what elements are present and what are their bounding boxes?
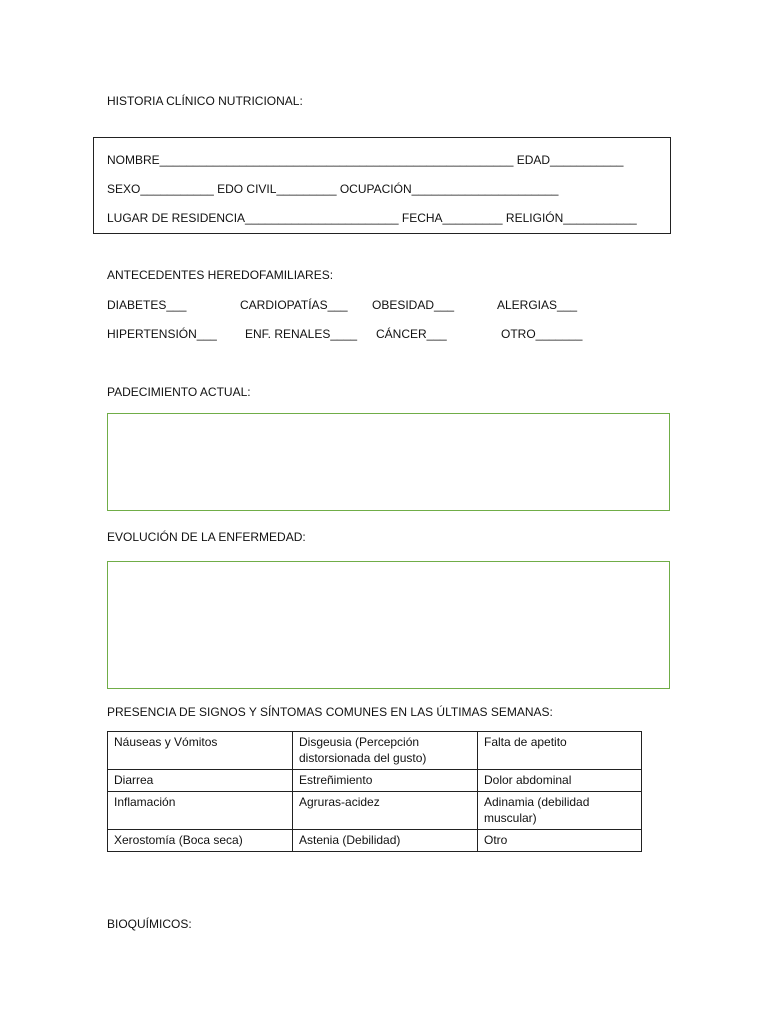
- padecimiento-heading: PADECIMIENTO ACTUAL:: [107, 385, 251, 399]
- form-title: HISTORIA CLÍNICO NUTRICIONAL:: [107, 94, 303, 108]
- signos-cell[interactable]: Estreñimiento: [293, 770, 478, 792]
- signos-cell[interactable]: Falta de apetito: [478, 732, 642, 770]
- signos-cell[interactable]: Astenia (Debilidad): [293, 830, 478, 852]
- antecedente-otro[interactable]: OTRO_______: [501, 327, 583, 341]
- signos-cell[interactable]: Xerostomía (Boca seca): [108, 830, 293, 852]
- evolucion-text-area[interactable]: [107, 561, 670, 689]
- signos-cell[interactable]: Náuseas y Vómitos: [108, 732, 293, 770]
- table-row: [108, 770, 642, 792]
- signos-cell[interactable]: Adinamia (debilidad muscular): [478, 792, 642, 830]
- signos-heading: PRESENCIA DE SIGNOS Y SÍNTOMAS COMUNES EN LAS ÚLTIMAS SEMANAS:: [107, 705, 553, 719]
- evolucion-heading: EVOLUCIÓN DE LA ENFERMEDAD:: [107, 530, 306, 544]
- antecedentes-heading: ANTECEDENTES HEREDOFAMILIARES:: [107, 268, 334, 282]
- antecedente-alergias[interactable]: ALERGIAS___: [497, 298, 578, 312]
- signos-cell[interactable]: Dolor abdominal: [478, 770, 642, 792]
- signos-cell[interactable]: Otro: [478, 830, 642, 852]
- bioquimicos-heading: BIOQUÍMICOS:: [107, 917, 192, 931]
- identification-box: [93, 137, 671, 234]
- identification-line-sex-civil-occupation[interactable]: SEXO___________ EDO CIVIL_________ OCUPACIÓN______________________: [107, 182, 559, 196]
- antecedente-enf-renales[interactable]: ENF. RENALES____: [245, 327, 358, 341]
- identification-line-name-age[interactable]: NOMBRE_____________________________________________________ EDAD___________: [107, 153, 624, 167]
- signos-cell[interactable]: Inflamación: [108, 792, 293, 830]
- antecedente-cardiopatias[interactable]: CARDIOPATÍAS___: [240, 298, 348, 312]
- signos-cell[interactable]: Agruras-acidez: [293, 792, 478, 830]
- table-row: [108, 732, 642, 770]
- antecedente-diabetes[interactable]: DIABETES___: [107, 298, 187, 312]
- signos-cell[interactable]: Disgeusia (Percepción distorsionada del gusto): [293, 732, 478, 770]
- padecimiento-text-area[interactable]: [107, 413, 670, 511]
- table-row: [108, 830, 642, 852]
- antecedente-obesidad[interactable]: OBESIDAD___: [372, 298, 455, 312]
- table-row: [108, 792, 642, 830]
- identification-line-residence-date-religion[interactable]: LUGAR DE RESIDENCIA_______________________ FECHA_________ RELIGIÓN___________: [107, 211, 637, 225]
- antecedente-cancer[interactable]: CÁNCER___: [376, 327, 447, 341]
- signos-cell[interactable]: Diarrea: [108, 770, 293, 792]
- antecedente-hipertension[interactable]: HIPERTENSIÓN___: [107, 327, 217, 341]
- signos-table: [107, 731, 642, 852]
